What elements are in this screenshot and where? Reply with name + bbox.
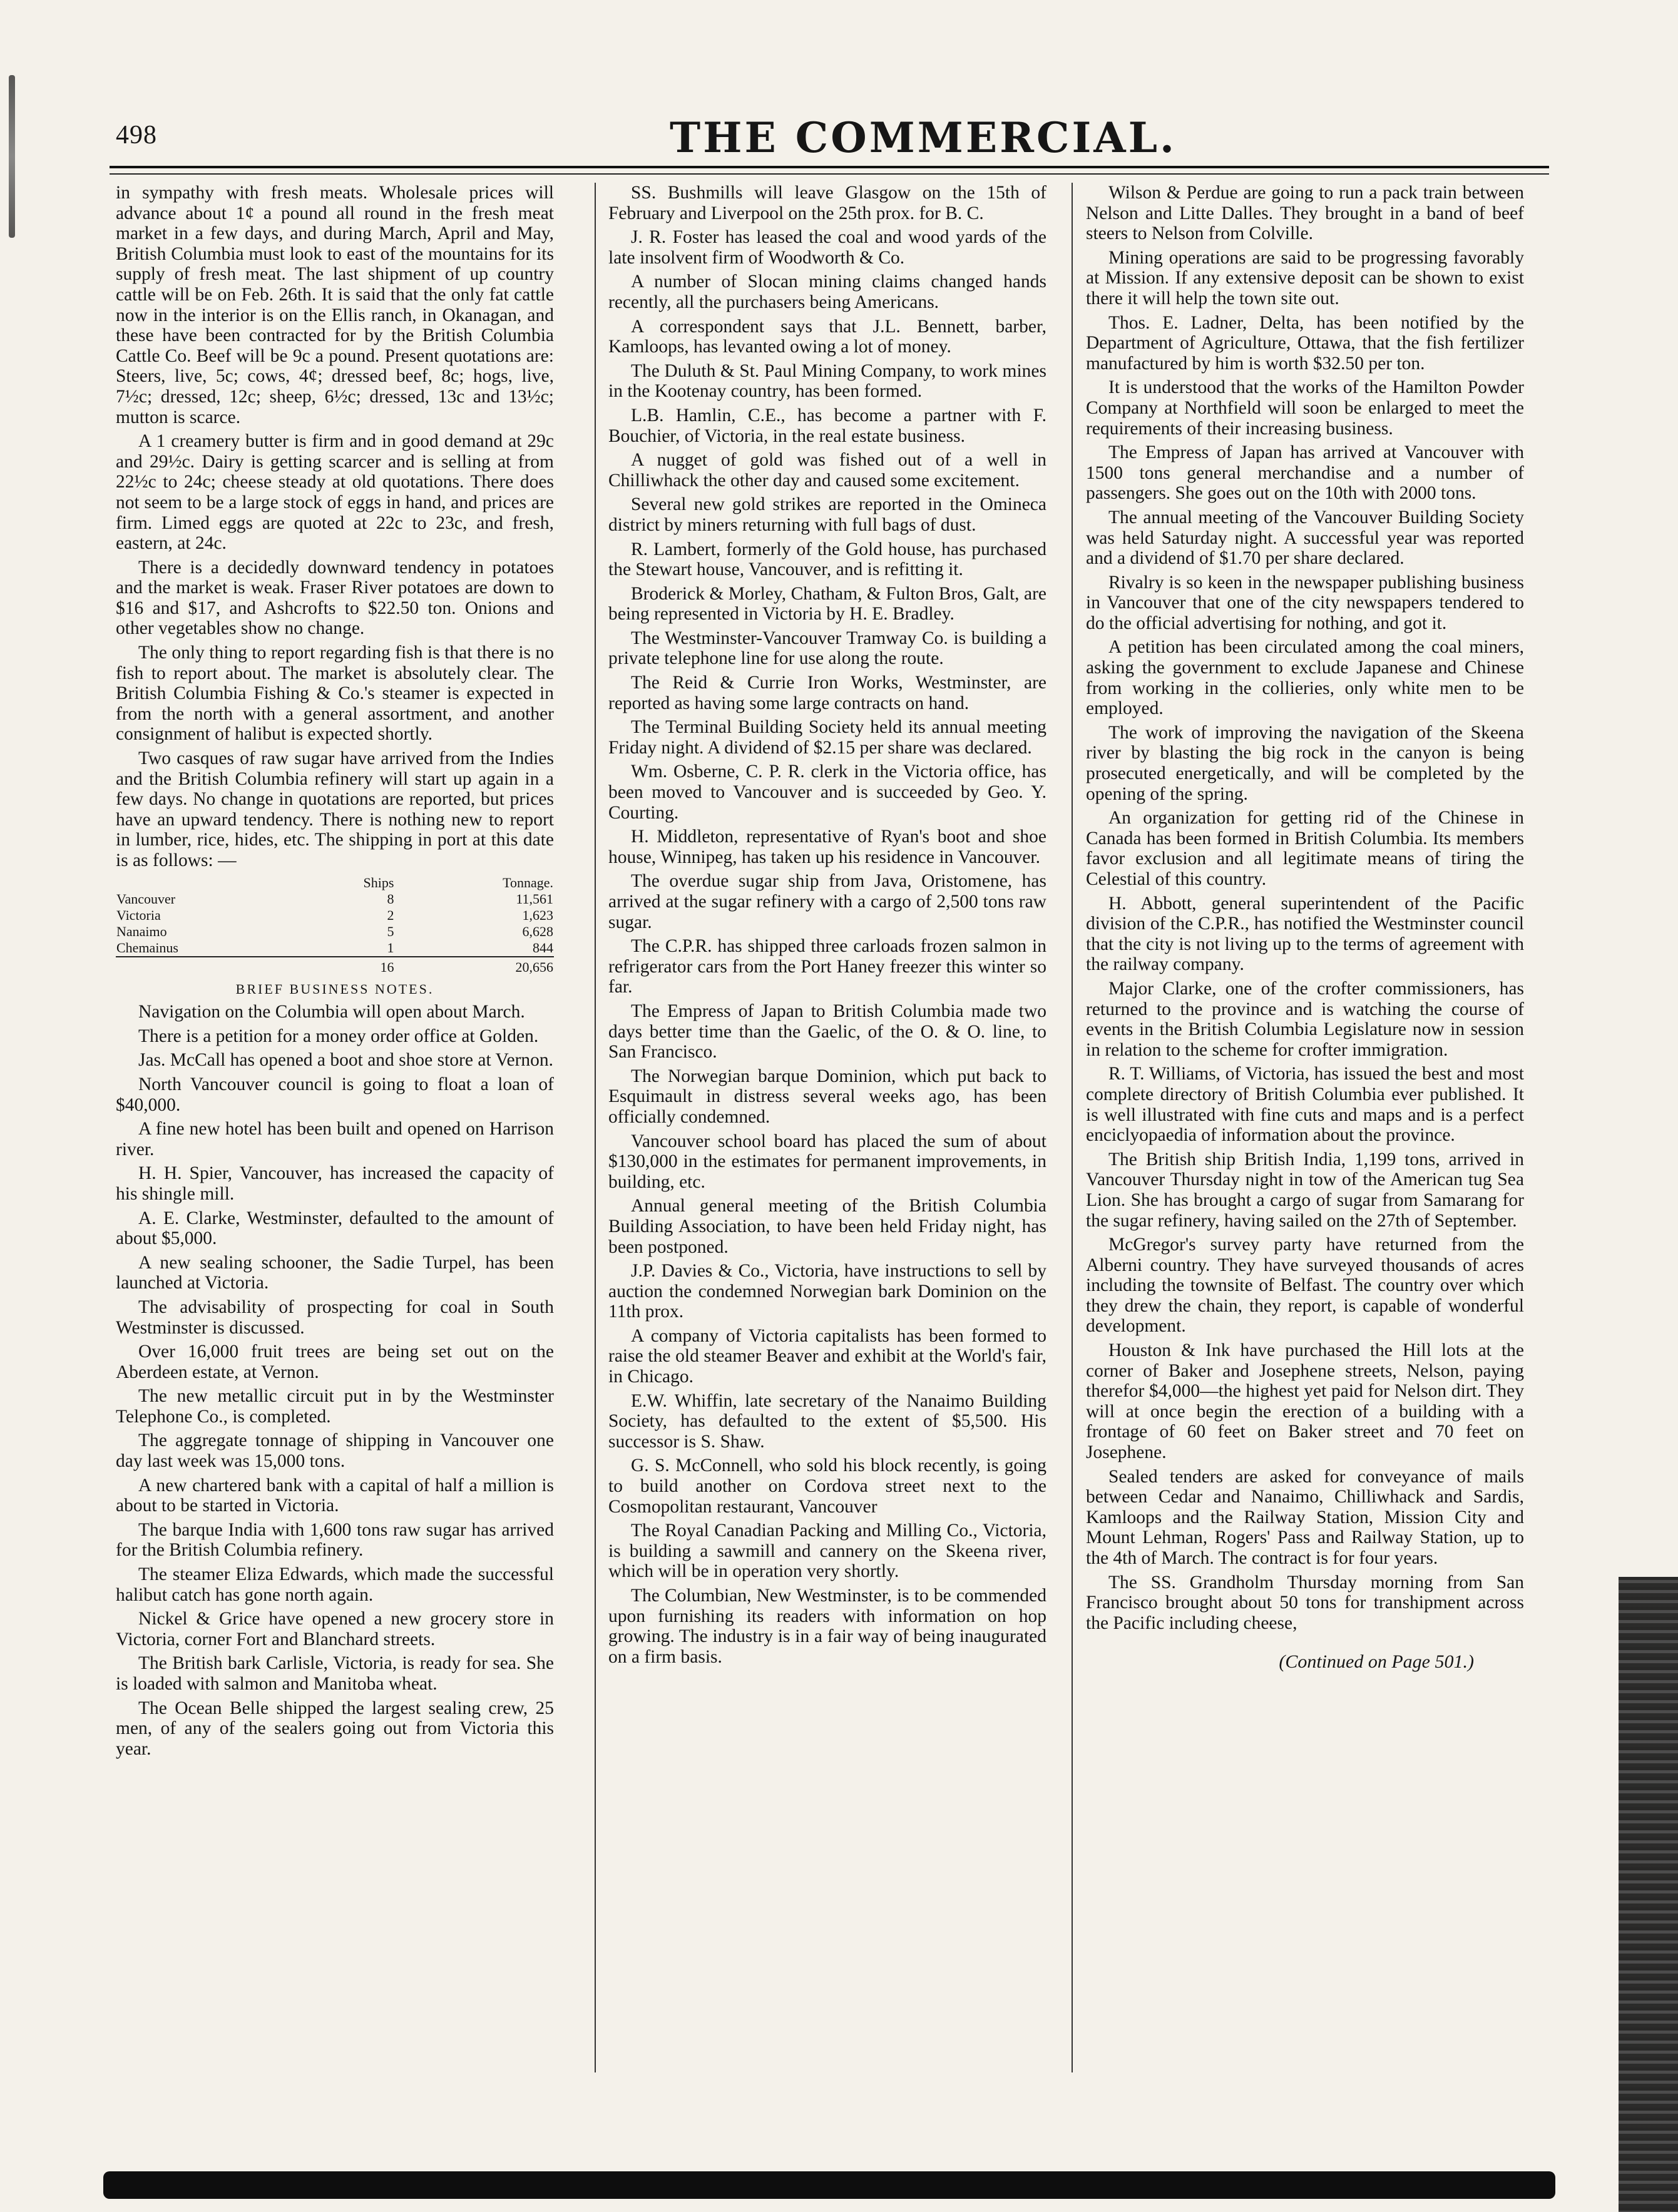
news-note: The Westminster-Vancouver Tramway Co. is building a private telephone line for use along the route. xyxy=(608,628,1046,669)
news-note: Mining operations are said to be progressing favorably at Mission. If any extensive deposit can be shown to exist there it will help the town site out. xyxy=(1086,247,1524,308)
total-label xyxy=(116,957,291,976)
port-name: Nanaimo xyxy=(116,923,167,939)
table-row xyxy=(116,940,554,957)
ships-count: 8 xyxy=(387,890,394,907)
news-note: The Reid & Currie Iron Works, Westminster, are reported as having some large contracts on hand. xyxy=(608,673,1046,713)
news-note: Sealed tenders are asked for conveyance of mails between Cedar and Nanaimo, Chilliwhack and Sardis, Kamloops and the Railway Station, Mission City and Mount Lehman, Rogers' Pass and Railway Station, up to the 4th of March. The contract is for four years. xyxy=(1086,1466,1524,1568)
news-note: R. Lambert, formerly of the Gold house, has purchased the Stewart house, Vancouver, and is refitting it. xyxy=(608,539,1046,580)
paragraph: The only thing to report regarding fish is that there is no fish to report about. The market is absolutely clear. The British Columbia Fishing & Co.'s steamer is expected in from the north with a general assortment, and another consignment of halibut is expected shortly. xyxy=(116,643,554,745)
news-note: Wilson & Perdue are going to run a pack train between Nelson and Litte Dalles. They brought in a band of beef steers to Nelson from Colville. xyxy=(1086,183,1524,244)
news-note: The Norwegian barque Dominion, which put back to Esquimault in distress several weeks ago, has been officially condemned. xyxy=(608,1066,1046,1127)
news-note: The barque India with 1,600 tons raw sugar has arrived for the British Columbia refinery. xyxy=(116,1519,554,1561)
news-note: Thos. E. Ladner, Delta, has been notified by the Department of Agriculture, Ottawa, that the fish fertilizer manufactured by him is worth $32.50 per ton. xyxy=(1086,312,1524,374)
ships-count: 1 xyxy=(387,939,394,956)
scan-bottom-bar xyxy=(103,2171,1555,2199)
tonnage: 11,561 xyxy=(516,890,553,907)
news-note: Vancouver school board has placed the sum of about $130,000 in the estimates for permanent improvements, in building, etc. xyxy=(608,1131,1046,1192)
paragraph: Two casques of raw sugar have arrived from the Indies and the British Columbia refinery will start up again in a few days. No change in quotations are reported, but prices have an upward tendency. There is nothing new to report in lumber, rice, hides, etc. The shipping in port at this date is as follows: — xyxy=(116,748,554,870)
column-1 xyxy=(116,183,554,1763)
news-note: The British ship British India, 1,199 tons, arrived in Vancouver Thursday night in tow of the American tug Sea Lion. She has brought a cargo of sugar from Samarang for the sugar refinery, having sailed on the 27th of September. xyxy=(1086,1149,1524,1231)
news-note: A company of Victoria capitalists has been formed to raise the old steamer Beaver and exhibit at the World's fair, in Chicago. xyxy=(608,1325,1046,1387)
tonnage: 844 xyxy=(533,939,553,956)
column-divider-2 xyxy=(1072,183,1073,2072)
news-note: A new chartered bank with a capital of half a million is about to be started in Victoria. xyxy=(116,1475,554,1516)
news-note: Major Clarke, one of the crofter commissioners, has returned to the province and is watching the course of events in the British Columbia Legislature now in session in relation to the scheme for crofter immigration. xyxy=(1086,978,1524,1060)
news-note: The C.P.R. has shipped three carloads frozen salmon in refrigerator cars from the Port Haney freezer this winter so far. xyxy=(608,936,1046,997)
ships-count: 2 xyxy=(387,907,394,923)
news-note: R. T. Williams, of Victoria, has issued the best and most complete directory of British Columbia ever published. It is well illustrated with fine cuts and maps and is a perfect enciclyopaedia of information about the province. xyxy=(1086,1064,1524,1146)
news-note: Houston & Ink have purchased the Hill lots at the corner of Baker and Josephene streets, Nelson, paying therefor $4,000—the highest yet paid for Nelson dirt. They will at once begin the erection of a building with a frontage of 60 feet on Baker street and 70 feet on Josephene. xyxy=(1086,1340,1524,1463)
news-note: The Empress of Japan to British Columbia made two days better time than the Gaelic, of the O. & O. line, to San Francisco. xyxy=(608,1001,1046,1063)
news-note: A correspondent says that J.L. Bennett, barber, Kamloops, has levanted owing a lot of money. xyxy=(608,316,1046,357)
news-note: G. S. McConnell, who sold his block recently, is going to build another on Cordova street next to the Cosmopolitan restaurant, Vancouver xyxy=(608,1455,1046,1517)
news-note: Wm. Osberne, C. P. R. clerk in the Victoria office, has been moved to Vancouver and is succeeded by Geo. Y. Courting. xyxy=(608,762,1046,823)
column-3 xyxy=(1086,183,1524,1673)
tonnage: 6,628 xyxy=(522,923,553,939)
news-note: North Vancouver council is going to float a loan of $40,000. xyxy=(116,1074,554,1115)
news-note: The Columbian, New Westminster, is to be commended upon furnishing its readers with information on hop growing. The industry is in a fair way of being inaugurated on a firm basis. xyxy=(608,1586,1046,1667)
table-header: Tonnage. xyxy=(503,874,553,890)
news-note: There is a petition for a money order office at Golden. xyxy=(138,1026,539,1046)
header-rule-thin xyxy=(110,173,1549,175)
page-number: 498 xyxy=(116,121,157,150)
tonnage: 1,623 xyxy=(522,907,553,923)
paragraph: A 1 creamery butter is firm and in good demand at 29c and 29½c. Dairy is getting scarcer and is selling at from 22½c to 24c; cheese steady at old quotations. There does not seem to be a large stock of eggs in hand, and prices are firm. Limed eggs are quoted at 22c to 23c, and fresh, eastern, at 24c. xyxy=(116,431,554,554)
ships-count: 5 xyxy=(387,923,394,939)
news-note: The work of improving the navigation of the Skeena river by blasting the big rock in the canyon is being prosecuted energetically, and will be completed by the opening of the spring. xyxy=(1086,722,1524,804)
shipping-table xyxy=(116,875,554,976)
table-row xyxy=(116,891,554,907)
table-row xyxy=(116,924,554,940)
port-name: Victoria xyxy=(116,907,161,923)
news-note: Several new gold strikes are reported in the Omineca district by miners returning with full bags of dust. xyxy=(608,494,1046,535)
news-note: SS. Bushmills will leave Glasgow on the 15th of February and Liverpool on the 25th prox. for B. C. xyxy=(608,183,1046,223)
news-note: E.W. Whiffin, late secretary of the Nanaimo Building Society, has defaulted to the extent of $5,500. His successor is S. Shaw. xyxy=(608,1390,1046,1452)
news-note: Rivalry is so keen in the newspaper publishing business in Vancouver that one of the city newspapers tendered to do the official advertising for nothing, and got it. xyxy=(1086,572,1524,633)
news-note: Annual general meeting of the British Columbia Building Association, to have been held Friday night, has been postponed. xyxy=(608,1196,1046,1257)
news-note: A new sealing schooner, the Sadie Turpel, has been launched at Victoria. xyxy=(116,1252,554,1293)
news-note: The Duluth & St. Paul Mining Company, to work mines in the Kootenay country, has been formed. xyxy=(608,360,1046,402)
news-note: It is understood that the works of the Hamilton Powder Company at Northfield will soon be enlarged to meet the requirements of their increasing business. xyxy=(1086,377,1524,439)
masthead-title: THE COMMERCIAL. xyxy=(669,113,1177,162)
news-note: A fine new hotel has been built and opened on Harrison river. xyxy=(116,1119,554,1160)
news-note: The aggregate tonnage of shipping in Vancouver one day last week was 15,000 tons. xyxy=(116,1430,554,1472)
news-note: Nickel & Grice have opened a new grocery store in Victoria, corner Fort and Blanchard streets. xyxy=(116,1609,554,1649)
news-note: The annual meeting of the Vancouver Building Society was held Saturday night. A successful year was reported and a dividend of $1.70 per share declared. xyxy=(1086,507,1524,569)
news-note: The Royal Canadian Packing and Milling Co., Victoria, is building a sawmill and cannery on the Skeena river, which will be in operation very shortly. xyxy=(608,1521,1046,1582)
news-note: J. R. Foster has leased the coal and wood yards of the late insolvent firm of Woodworth & Co. xyxy=(608,227,1046,268)
table-row xyxy=(116,907,554,924)
news-note: H. Abbott, general superintendent of the Pacific division of the C.P.R., has notified the Westminster council that the city is not living up to the terms of agreement with the railway company. xyxy=(1086,893,1524,975)
total-ships: 16 xyxy=(291,957,395,976)
column-divider-1 xyxy=(595,183,596,2072)
table-header xyxy=(116,875,291,891)
table-header-row xyxy=(116,875,554,891)
news-note: Broderick & Morley, Chatham, & Fulton Bros, Galt, are being represented in Victoria by H. E. Bradley. xyxy=(608,583,1046,624)
news-note: A number of Slocan mining claims changed hands recently, all the purchasers being Americans. xyxy=(608,272,1046,312)
header-rule-thick xyxy=(110,166,1549,168)
news-note: A. E. Clarke, Westminster, defaulted to the amount of about $5,000. xyxy=(116,1208,554,1249)
news-note: The Terminal Building Society held its annual meeting Friday night. A dividend of $2.15 per share was declared. xyxy=(608,717,1046,758)
page-header xyxy=(110,113,1549,163)
total-tonnage: 20,656 xyxy=(394,957,554,976)
news-note: The SS. Grandholm Thursday morning from San Francisco brought about 50 tons for transhipment across the Pacific including cheese, xyxy=(1086,1572,1524,1633)
news-note: L.B. Hamlin, C.E., has become a partner with F. Bouchier, of Victoria, in the real estate business. xyxy=(608,405,1046,446)
news-note: A petition has been circulated among the coal miners, asking the government to exclude Japanese and Chinese from working in the collieries, only white men to be employed. xyxy=(1086,637,1524,719)
paragraph: There is a decidedly downward tendency in potatoes and the market is weak. Fraser River potatoes are down to $16 and $17, and Ashcrofts to $22.50 ton. Onions and other vegetables show no change. xyxy=(116,557,554,639)
news-note: Over 16,000 fruit trees are being set out on the Aberdeen estate, at Vernon. xyxy=(116,1342,554,1382)
news-note: The steamer Eliza Edwards, which made the successful halibut catch has gone north again. xyxy=(116,1564,554,1605)
news-note: The overdue sugar ship from Java, Oristomene, has arrived at the sugar refinery with a cargo of 2,500 tons raw sugar. xyxy=(608,871,1046,932)
continued-notice: (Continued on Page 501.) xyxy=(1279,1651,1474,1673)
news-note: The Ocean Belle shipped the largest sealing crew, 25 men, of any of the sealers going out from Victoria this year. xyxy=(116,1698,554,1759)
news-note: H. H. Spier, Vancouver, has increased the capacity of his shingle mill. xyxy=(116,1163,554,1204)
news-note: Navigation on the Columbia will open about March. xyxy=(138,1002,525,1022)
news-note: An organization for getting rid of the Chinese in Canada has been formed in British Columbia. Its members favor exclusion and all legitimate means of tiring the Celestial of this country. xyxy=(1086,808,1524,889)
binding-mark xyxy=(9,75,15,238)
news-note: The Empress of Japan has arrived at Vancouver with 1500 tons general merchandise and a number of passengers. She goes out on the 10th with 2000 tons. xyxy=(1086,442,1524,504)
scan-edge-artifact xyxy=(1619,1577,1678,2212)
news-note: H. Middleton, representative of Ryan's boot and shoe house, Winnipeg, has taken up his residence in Vancouver. xyxy=(608,827,1046,867)
news-note: The new metallic circuit put in by the Westminster Telephone Co., is completed. xyxy=(116,1386,554,1427)
port-name: Chemainus xyxy=(116,939,178,956)
news-note: The British bark Carlisle, Victoria, is ready for sea. She is loaded with salmon and Manitoba wheat. xyxy=(116,1653,554,1694)
paragraph: in sympathy with fresh meats. Wholesale prices will advance about 1¢ a pound all round in the fresh meat market in a few days, and during March, April and May, British Columbia must look to east of the mountains for its supply of fresh meat. The last shipment of up country cattle will be on Feb. 26th. It is said that the only fat cattle now in the interior is on the Ellis ranch, in Okanagan, and these have been contracted for by the British Columbia Cattle Co. Beef will be 9c a pound. Present quotations are: Steers, live, 5c; cows, 4¢; dressed beef, 8c; hogs, live, 7½c; dressed, 12c; sheep, 6½c; dressed, 13c and 13½c; mutton is scarce. xyxy=(116,183,554,427)
news-note: J.P. Davies & Co., Victoria, have instructions to sell by auction the condemned Norwegian bark Dominion on the 11th prox. xyxy=(608,1261,1046,1322)
section-title: BRIEF BUSINESS NOTES. xyxy=(235,981,434,997)
table-total-row xyxy=(116,957,554,976)
news-note: A nugget of gold was fished out of a well in Chilliwhack the other day and caused some excitement. xyxy=(608,450,1046,491)
table-header: Ships xyxy=(363,874,394,890)
news-note: McGregor's survey party have returned from the Alberni country. They have surveyed thousands of acres including the townsite of Belfast. The country over which they drew the chain, they report, is capable of wonderful development. xyxy=(1086,1235,1524,1337)
port-name: Vancouver xyxy=(116,890,176,907)
news-note: Jas. McCall has opened a boot and shoe store at Vernon. xyxy=(138,1050,554,1071)
news-note: The advisability of prospecting for coal in South Westminster is discussed. xyxy=(116,1297,554,1338)
column-2 xyxy=(608,183,1046,1671)
